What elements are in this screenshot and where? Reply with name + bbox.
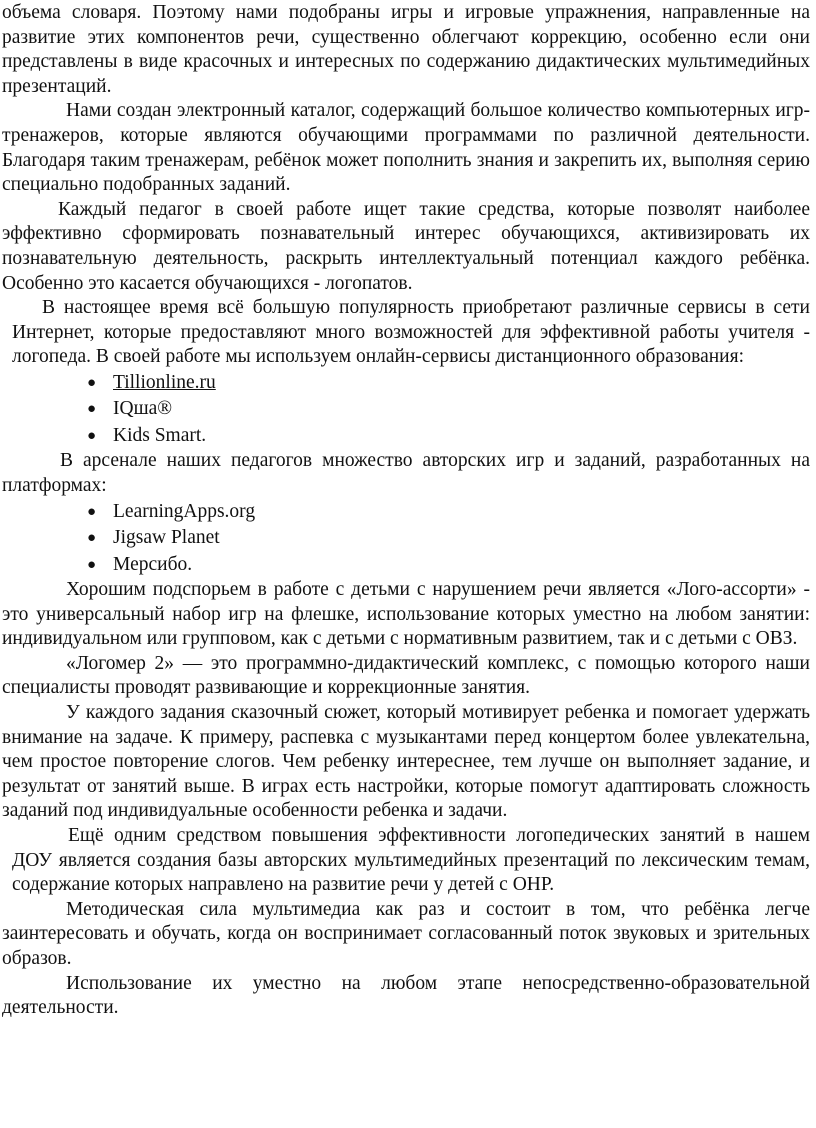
paragraph-cognitive-interest: Каждый педагог в своей работе ищет такие средства, которые позволят наиболее эффективно сформировать познавательный интерес обучающихся, активизировать их познавательную деятельность, раскрыть интеллектуальный потенциал каждого ребёнка. Особенно это касается обучающихся - логопатов.: [2, 198, 810, 294]
list-item-kids-smart: [87, 423, 810, 450]
tillionline-link[interactable]: Tillionline.ru: [113, 371, 216, 393]
paragraph-multimedia-power: Методическая сила мультимедиа как раз и состоит в том, что ребёнка легче заинтересовать и обучать, когда он воспринимает согласованный поток звуковых и зрительных образов.: [2, 898, 810, 969]
kids-smart-label: Kids Smart.: [113, 424, 207, 446]
bullet-icon: ●: [87, 427, 97, 444]
list-item-iqsha: [87, 396, 810, 423]
list-item-jigsaw-planet: [87, 525, 810, 552]
internet-services-block: [0, 296, 810, 370]
bullet-icon: ●: [87, 374, 97, 391]
paragraph-logomer: «Логомер 2» — это программно-дидактический комплекс, с помощью которого наши специалисты проводят развивающие и коррекционные занятия.: [2, 652, 810, 699]
bullet-icon: ●: [87, 503, 97, 520]
paragraph-author-games: В арсенале наших педагогов множество авторских игр и заданий, разработанных на платформах:: [2, 450, 810, 496]
paragraph-vocabulary-games: объема словаря. Поэтому нами подобраны игры и игровые упражнения, направленные на развитие этих компонентов речи, существенно облегчают коррекцию, особенно если они представлены в виде красочных и интересных по содержанию дидактических мультимедийных презентаций.: [2, 2, 810, 97]
jigsaw-planet-label: Jigsaw Planet: [113, 527, 220, 549]
bullet-icon: ●: [87, 401, 97, 418]
paragraph-electronic-catalog: Нами создан электронный каталог, содержащий большое количество компьютерных игр-тренажеров, которые являются обучающими программами по различной деятельности. Благодаря таким тренажерам, ребёнок может пополнить знания и закрепить их, выполняя серию специально подобранных заданий.: [2, 100, 810, 196]
list-item-mersibo: [87, 552, 810, 579]
bullet-icon: ●: [87, 530, 97, 547]
list-item-learningapps: [87, 499, 810, 526]
learningapps-label: LearningApps.org: [113, 500, 256, 522]
iqsha-label: IQша®: [113, 398, 173, 420]
paragraph-internet-services: В настоящее время всё большую популярность приобретают различные сервисы в сети Интернет, которые предоставляют много возможностей для эффективной работы учителя - логопеда. В своей работе мы используем онлайн-сервисы дистанционного образования:: [12, 297, 810, 368]
mersibo-label: Мерсибо.: [113, 553, 193, 575]
paragraph-logo-assorti: Хорошим подспорьем в работе с детьми с нарушением речи является «Лого-ассорти» - это универсальный набор игр на флешке, использование которых уместно на любом занятии: индивидуальном или групповом, как с детьми с нормативным развитием, так и с детьми с ОВЗ.: [2, 579, 810, 650]
presentations-block: [0, 824, 810, 898]
list-item-tillionline[interactable]: [87, 370, 810, 397]
paragraph-usage: Использование их уместно на любом этапе непосредственно-образовательной деятельности.: [2, 972, 810, 1019]
document-page: [0, 1, 810, 1021]
paragraph-fairy-tale-plot: У каждого задания сказочный сюжет, который мотивирует ребенка и помогает удержать внимание на задаче. К примеру, распевка с музыкантами перед концертом более увлекательна, чем простое повторение слогов. Чем ребенку интереснее, тем лучше он выполняет задание, и результат от занятий выше. В играх есть настройки, которые помогут адаптировать сложность заданий под индивидуальные особенности ребенка и задачи.: [2, 702, 810, 822]
platforms-list: [0, 499, 810, 579]
paragraph-multimedia-presentations: Ещё одним средством повышения эффективности логопедических занятий в нашем ДОУ является создания базы авторских мультимедийных презентаций по лексическим темам, содержание которых направлено на развитие речи у детей с ОНР.: [12, 825, 810, 896]
services-list: [0, 370, 810, 450]
bullet-icon: ●: [87, 556, 97, 573]
